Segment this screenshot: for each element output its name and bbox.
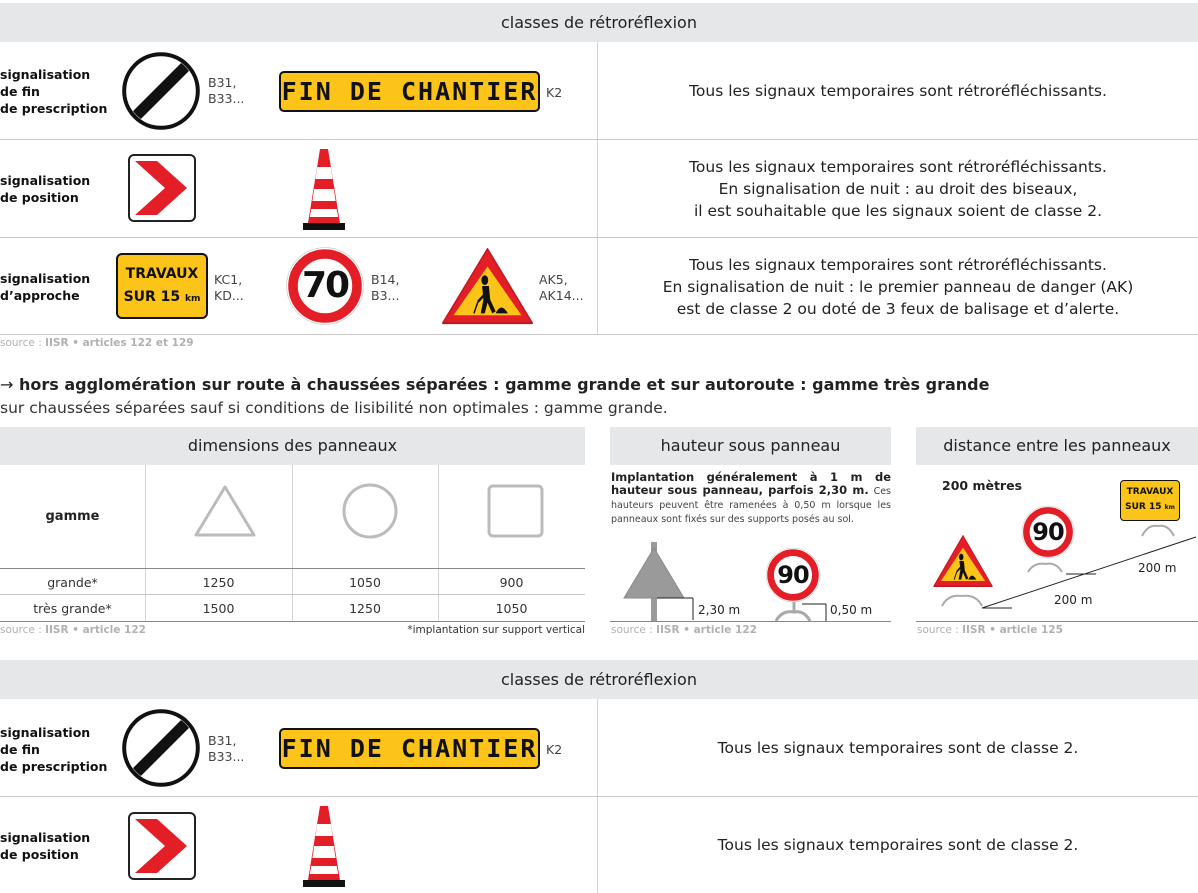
sign-code-ak5: AK5, AK14... [539,272,584,303]
fin-de-chantier-sign: FIN DE CHANTIER [279,71,540,112]
dimensions-header: dimensions des panneaux [0,427,585,465]
traffic-cone-icon [302,147,346,231]
section2-row1-description: Tous les signaux temporaires sont de classe 2. [717,739,1079,757]
dim-value: 1250 [349,601,381,616]
speed-value: 90 [1032,518,1064,546]
distance-200m-label: 200 m [1138,561,1177,575]
travaux-sign: TRAVAUX SUR 15 km [116,253,208,319]
traffic-cone-icon [302,804,346,888]
speed-limit-70-sign [285,246,365,326]
dim-row-divider [0,568,585,569]
chevron-sign-icon [127,153,197,223]
row-label-approche: signalisation d’approche [0,271,91,303]
sign-code-b14: B14, B3... [371,272,400,303]
row3-description: Tous les signaux temporaires sont rétroréfléchissants. En signalisation de nuit : le premier panneau de danger (AK) est de classe 2 ou doté de 3 feux de balisage et d’alerte. [662,256,1134,318]
row1-description: Tous les signaux temporaires sont rétroréfléchissants. [689,82,1107,100]
distance-ground-line [916,621,1198,622]
dim-value: 1050 [495,601,528,616]
hauteur-header: hauteur sous panneau [610,427,891,465]
row-divider [0,139,1198,140]
dim-col-divider [438,465,439,621]
distance-source: source : IISR • article 125 [917,624,1063,636]
section2-row2-description: Tous les signaux temporaires sont de classe 2. [717,836,1079,854]
row-label-position: signalisation de position [0,830,91,862]
height-050-label: 0,50 m [830,603,873,617]
speed-value: 70 [301,265,349,306]
distance-header: distance entre les panneaux [916,427,1198,465]
sign-code-b31: B31, B33... [208,75,245,106]
roadworks-warning-small-icon [932,533,994,589]
hauteur-ground-line [610,621,891,622]
dim-value: 1500 [202,601,235,616]
distance-label: 200 mètres [942,478,1023,493]
dim-value: 1250 [202,575,235,590]
section1-source: source : IISR • articles 122 et 129 [0,337,194,349]
chevron-sign-icon [127,811,197,881]
distance-200m-label: 200 m [1054,593,1093,607]
triangle-shape-icon [192,483,258,539]
dim-value: 900 [499,575,524,590]
end-of-prescription-sign-icon [121,708,201,788]
dim-col-divider [292,465,293,621]
height-230-label: 2,30 m [698,603,741,617]
sign-code-b31: B31, B33... [208,733,245,764]
sign-code-k2: K2 [546,85,563,100]
row-label-fin-prescription: signalisation de fin de prescription [0,725,108,774]
speed-limit-90-distance-sign [1021,505,1075,559]
row-label-fin-prescription: signalisation de fin de prescription [0,67,108,116]
travaux-small-sign: TRAVAUX SUR 15 km [1120,480,1180,521]
circle-shape-icon [340,482,400,540]
row-divider [0,334,1198,335]
dimensions-footnote: *implantation sur support vertical [407,624,585,636]
sign-code-kc1: KC1, KD... [214,272,244,303]
fin-de-chantier-sign: FIN DE CHANTIER [279,728,540,769]
gamme-row-name: très grande* [33,601,112,616]
sign-code-k2: K2 [546,742,563,757]
section2-header: classes de rétroréflexion [0,660,1198,699]
road-type-subheading: sur chaussées séparées sauf si conditions de lisibilité non optimales : gamme grande. [0,399,668,417]
row-label-position: signalisation de position [0,173,91,205]
dimensions-source: source : IISR • article 122 [0,624,146,636]
dim-value: 1050 [349,575,381,590]
row-divider [0,796,1198,797]
roadworks-warning-sign-icon [440,245,535,327]
speed-limit-90-ground-sign [765,547,821,603]
row2-description: Tous les signaux temporaires sont rétroréfléchissants. En signalisation de nuit : au droit des biseaux, il est souhaitable que les signaux soient de classe 2. [689,158,1107,220]
dim-col-divider [145,465,146,621]
row-divider [0,237,1198,238]
hauteur-description: Implantation généralement à 1 m de hauteur sous panneau, parfois 2,30 m. Ces hauteurs peuvent être ramenées à 0,50 m lorsque les panneaux sont fixés sur des supports posés au sol. [611,470,892,525]
dim-row-divider [0,621,585,622]
road-type-heading: → hors agglomération sur route à chaussées séparées : gamme grande et sur autoroute : gamme très grande [0,375,990,394]
end-of-prescription-sign-icon [121,51,201,131]
section1-header: classes de rétroréflexion [0,3,1198,42]
speed-value: 90 [777,561,809,589]
gamme-label: gamme [45,509,100,524]
dim-row-divider [0,594,585,595]
hauteur-source: source : IISR • article 122 [611,624,757,636]
gamme-row-name: grande* [47,575,98,590]
square-shape-icon [486,483,546,539]
